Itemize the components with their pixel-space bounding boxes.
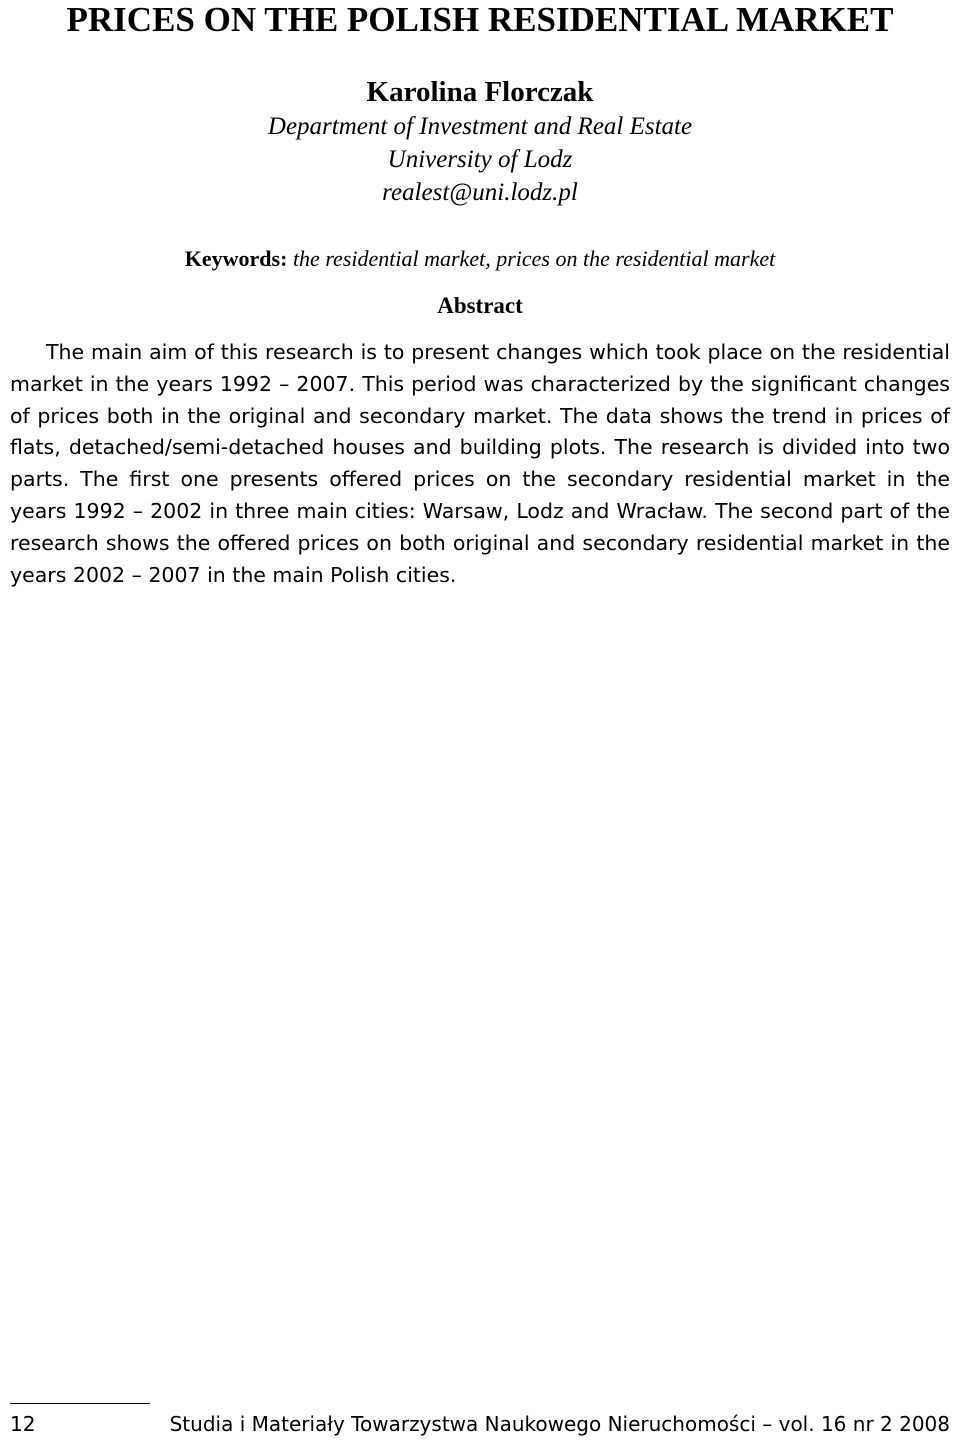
abstract-body: The main aim of this research is to present changes which took place on the residential market in the years 1992 – 2007. This period was characterized by the significant changes of prices both in the original and secondary market. The data shows the trend in prices of flats, detached/semi-detached houses and building plots. The research is divided into two parts. The first one presents offered prices on the secondary residential market in the years 1992 – 2002 in three main cities: Warsaw, Lodz and Wracław. The second part of the research shows the offered prices on both original and secondary residential market in the years 2002 – 2007 in the main Polish cities.: [10, 340, 950, 587]
author-block: [0, 74, 960, 209]
keywords-line: [0, 243, 960, 275]
footer-divider: [10, 1403, 150, 1404]
footer-journal-title: Studia i Materiały Towarzystwa Naukowego Nieruchomości – vol. 16 nr 2 2008: [169, 1412, 950, 1436]
keywords-label: Keywords:: [184, 246, 288, 271]
page-title: PRICES ON THE POLISH RESIDENTIAL MARKET: [66, 0, 894, 39]
author-department: Department of Investment and Real Estate: [267, 113, 693, 140]
keywords-value: the residential market, prices on the residential market: [292, 246, 776, 271]
author-university: University of Lodz: [387, 146, 573, 173]
author-email: realest@uni.lodz.pl: [382, 179, 578, 206]
abstract-heading: Abstract: [437, 293, 523, 318]
author-name: Karolina Florczak: [366, 76, 594, 108]
footer-page-number: 12: [10, 1412, 36, 1436]
